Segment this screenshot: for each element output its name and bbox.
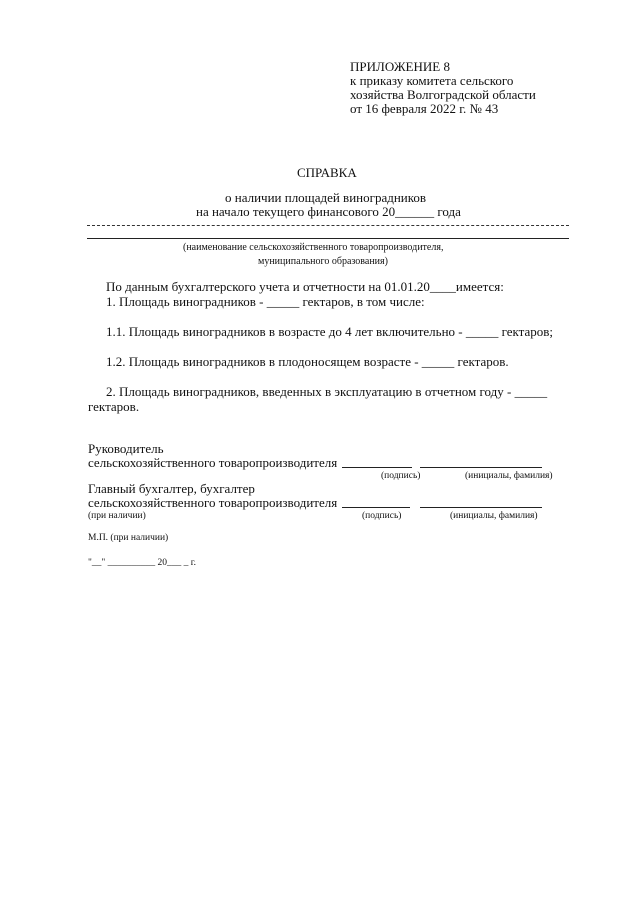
accountant-signature-line — [342, 507, 410, 508]
item-2-line-2: гектаров. — [88, 399, 140, 414]
item-1: 1. Площадь виноградников - _____ гектаров, в том числе: — [106, 294, 425, 309]
date-line: "__" __________ 20___ _ г. — [88, 558, 196, 568]
producer-caption-1: (наименование сельскохозяйственного товаропроизводителя, — [183, 242, 444, 253]
appendix-title: ПРИЛОЖЕНИЕ 8 — [350, 59, 450, 74]
accountant-name-caption: (инициалы, фамилия) — [450, 511, 538, 521]
item-1-1: 1.1. Площадь виноградников в возрасте до 4 лет включительно - _____ гектаров; — [106, 324, 554, 339]
accountant-signature-caption: (подпись) — [362, 511, 402, 521]
document-subtitle-1: о наличии площадей виноградников — [225, 190, 427, 205]
producer-name-line-2 — [87, 238, 569, 239]
appendix-order-line2: хозяйства Волгоградской области — [350, 87, 536, 102]
document-title: СПРАВКА — [297, 165, 357, 180]
document-subtitle-2: на начало текущего финансового 20______ года — [196, 204, 461, 219]
accountant-title-line1: Главный бухгалтер, бухгалтер — [88, 481, 255, 496]
head-signature-caption: (подпись) — [381, 471, 421, 481]
head-name-line — [420, 467, 542, 468]
head-title-line2: сельскохозяйственного товаропроизводителя — [88, 455, 338, 470]
accountant-note: (при наличии) — [88, 511, 146, 521]
head-signature-line — [342, 467, 412, 468]
item-2-line-1: 2. Площадь виноградников, введенных в эксплуатацию в отчетном году - _____ — [106, 384, 548, 399]
accountant-title-line2: сельскохозяйственного товаропроизводителя — [88, 495, 338, 510]
head-title-line1: Руководитель — [88, 441, 164, 456]
appendix-order-line1: к приказу комитета сельского — [350, 73, 514, 88]
item-1-2: 1.2. Площадь виноградников в плодоносящем возрасте - _____ гектаров. — [106, 354, 509, 369]
accountant-name-line — [420, 507, 542, 508]
appendix-order-line3: от 16 февраля 2022 г. № 43 — [350, 101, 499, 116]
producer-caption-2: муниципального образования) — [258, 256, 388, 267]
head-name-caption: (инициалы, фамилия) — [465, 471, 553, 481]
stamp-note: М.П. (при наличии) — [88, 533, 169, 543]
producer-name-line-1 — [87, 225, 569, 226]
intro-text: По данным бухгалтерского учета и отчетности на 01.01.20____имеется: — [106, 279, 504, 294]
